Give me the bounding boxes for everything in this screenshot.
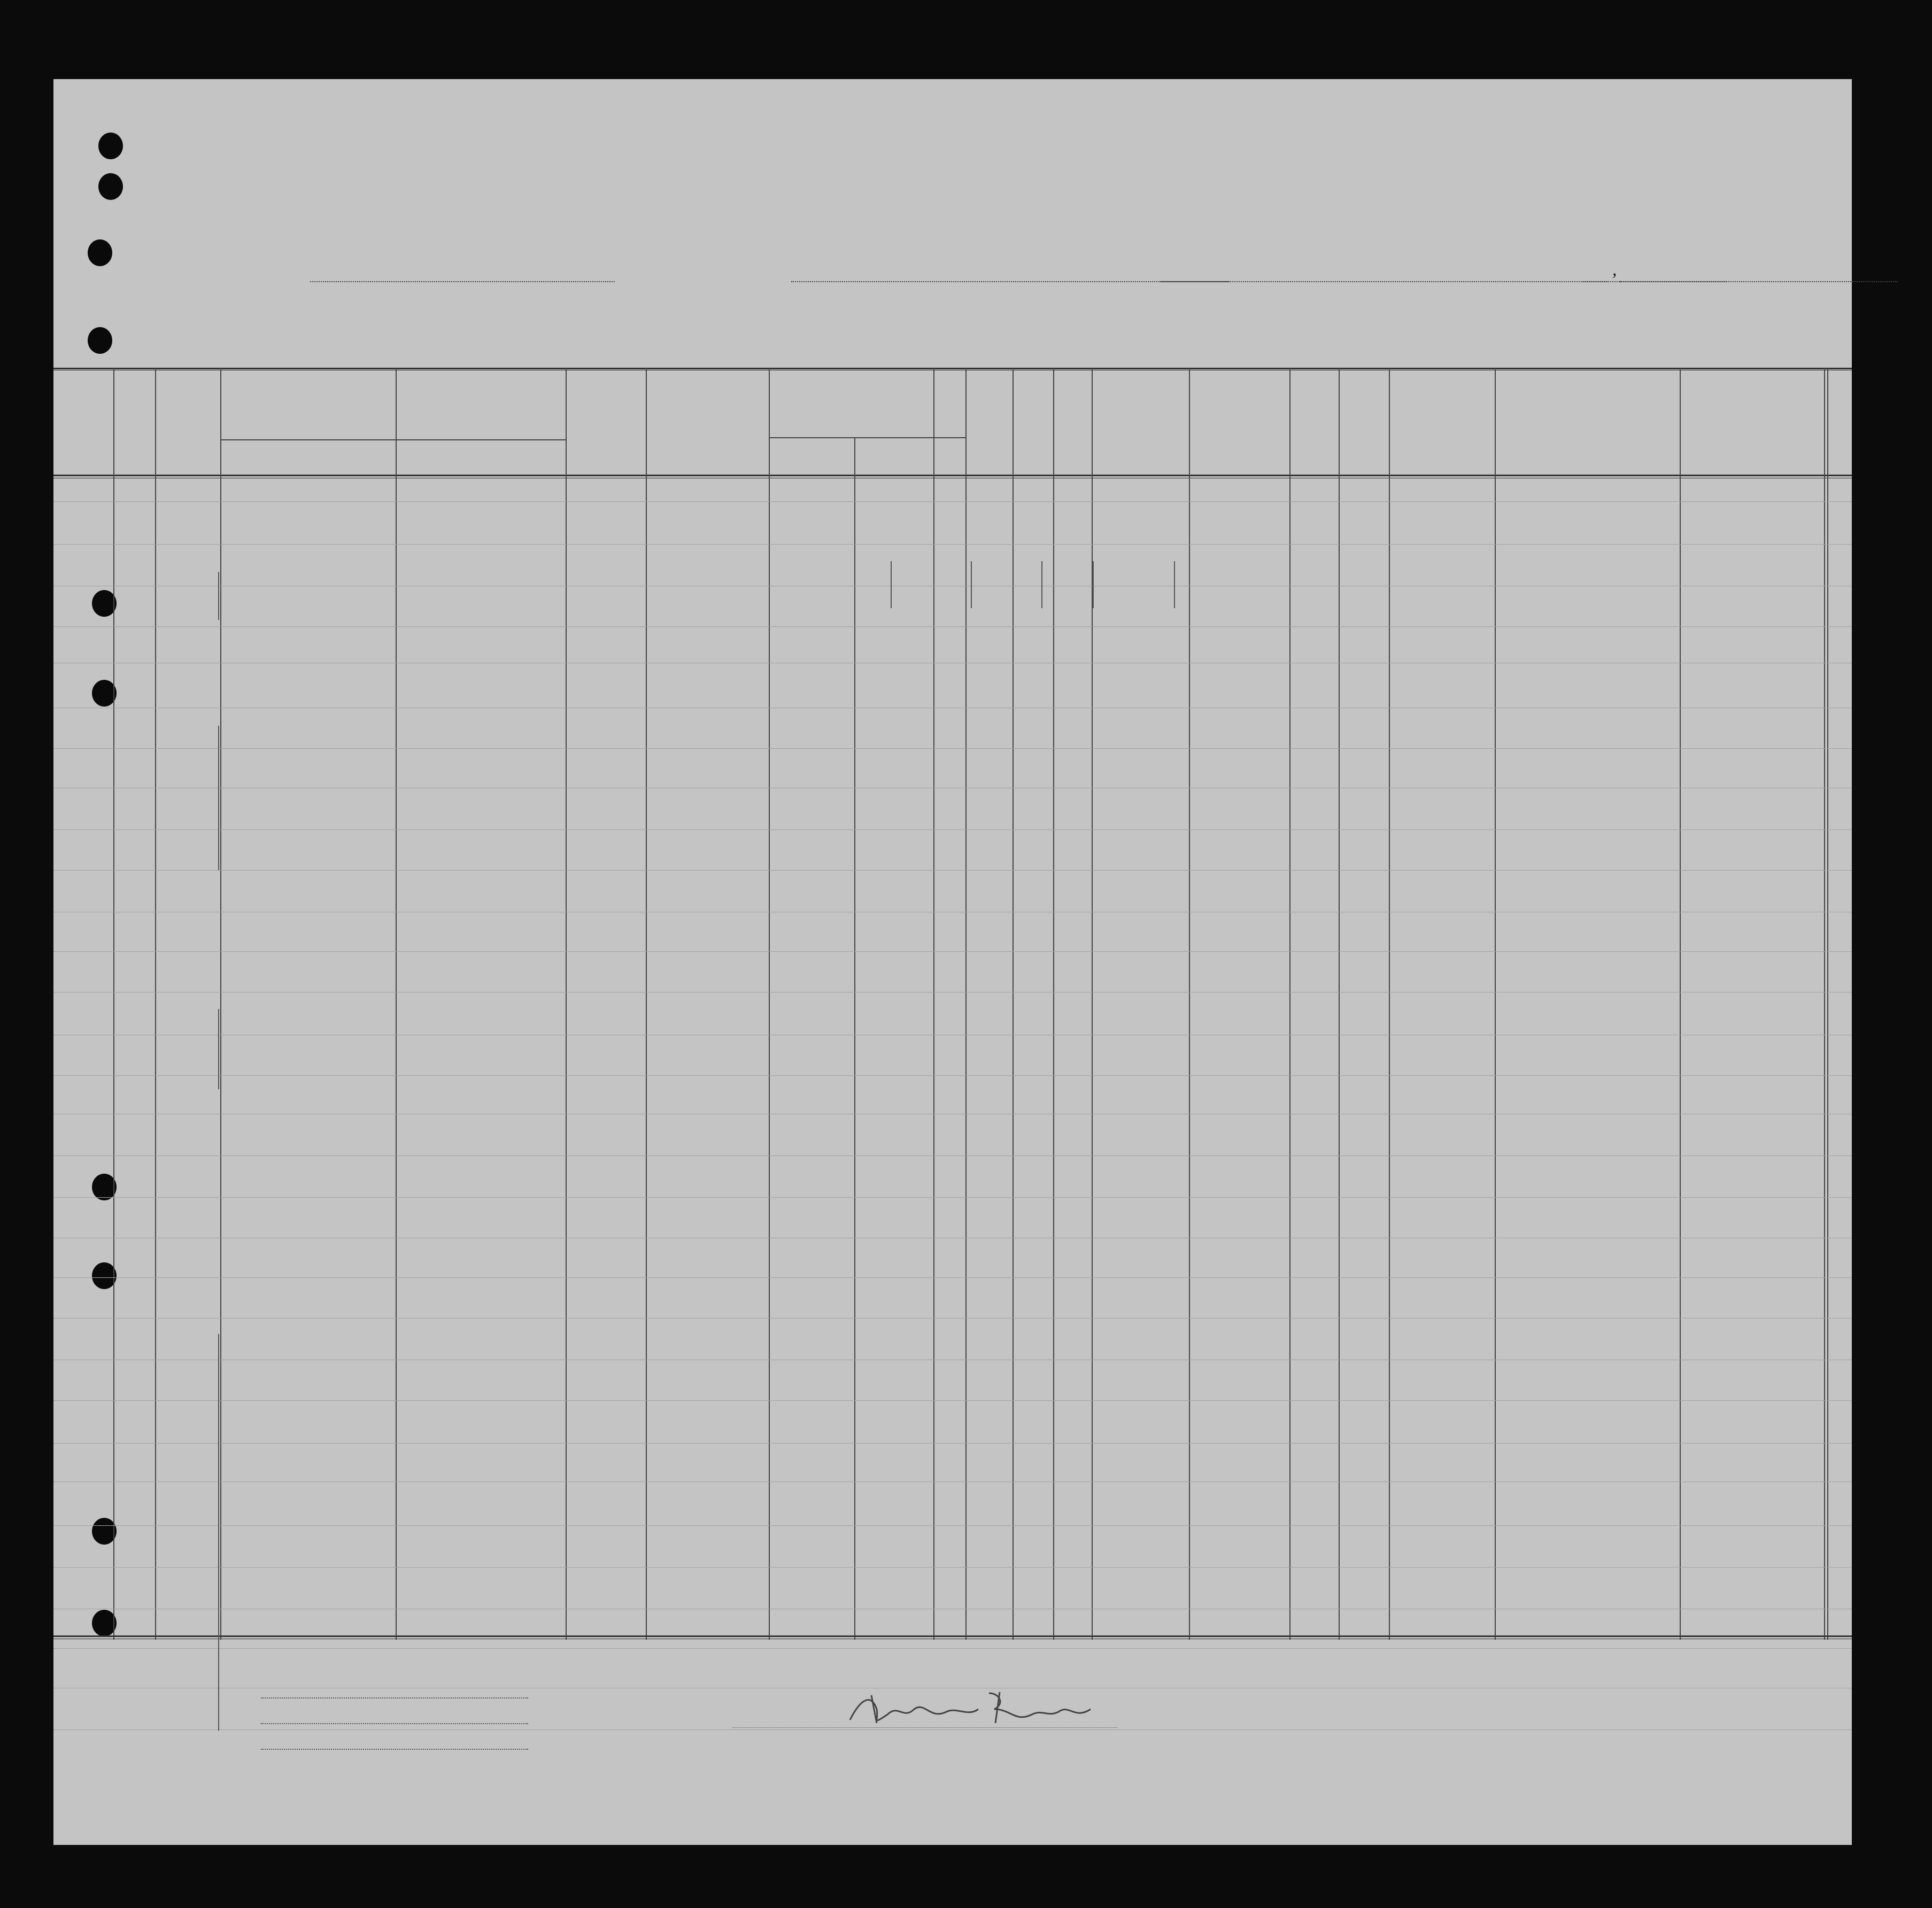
crew-table	[53, 368, 1852, 1640]
punch-hole	[98, 173, 123, 200]
column-header-1	[114, 375, 154, 379]
column-header-11	[1093, 375, 1188, 379]
column-header-15	[1390, 375, 1494, 379]
column-header-16	[1496, 375, 1679, 379]
column-header-10	[1054, 375, 1091, 379]
column-header-3	[221, 375, 565, 379]
column-header-9	[1014, 375, 1052, 379]
column-header-5	[647, 375, 768, 379]
column-header-7	[934, 375, 964, 379]
footer	[53, 1640, 1852, 1845]
column-header-2	[156, 375, 219, 379]
column-header-12	[1190, 375, 1288, 379]
column-header-17	[1681, 375, 1823, 379]
vessel-info-line: ,	[230, 255, 1727, 288]
column-header-13	[1290, 375, 1338, 379]
column-header-4	[567, 375, 645, 379]
column-header-14	[1340, 375, 1388, 379]
punch-hole	[88, 327, 112, 354]
manifest-sheet	[53, 79, 1852, 1845]
column-header-8	[967, 375, 1011, 379]
punch-hole	[88, 239, 112, 266]
punch-hole	[98, 133, 123, 159]
inspector-signature	[839, 1688, 1117, 1731]
